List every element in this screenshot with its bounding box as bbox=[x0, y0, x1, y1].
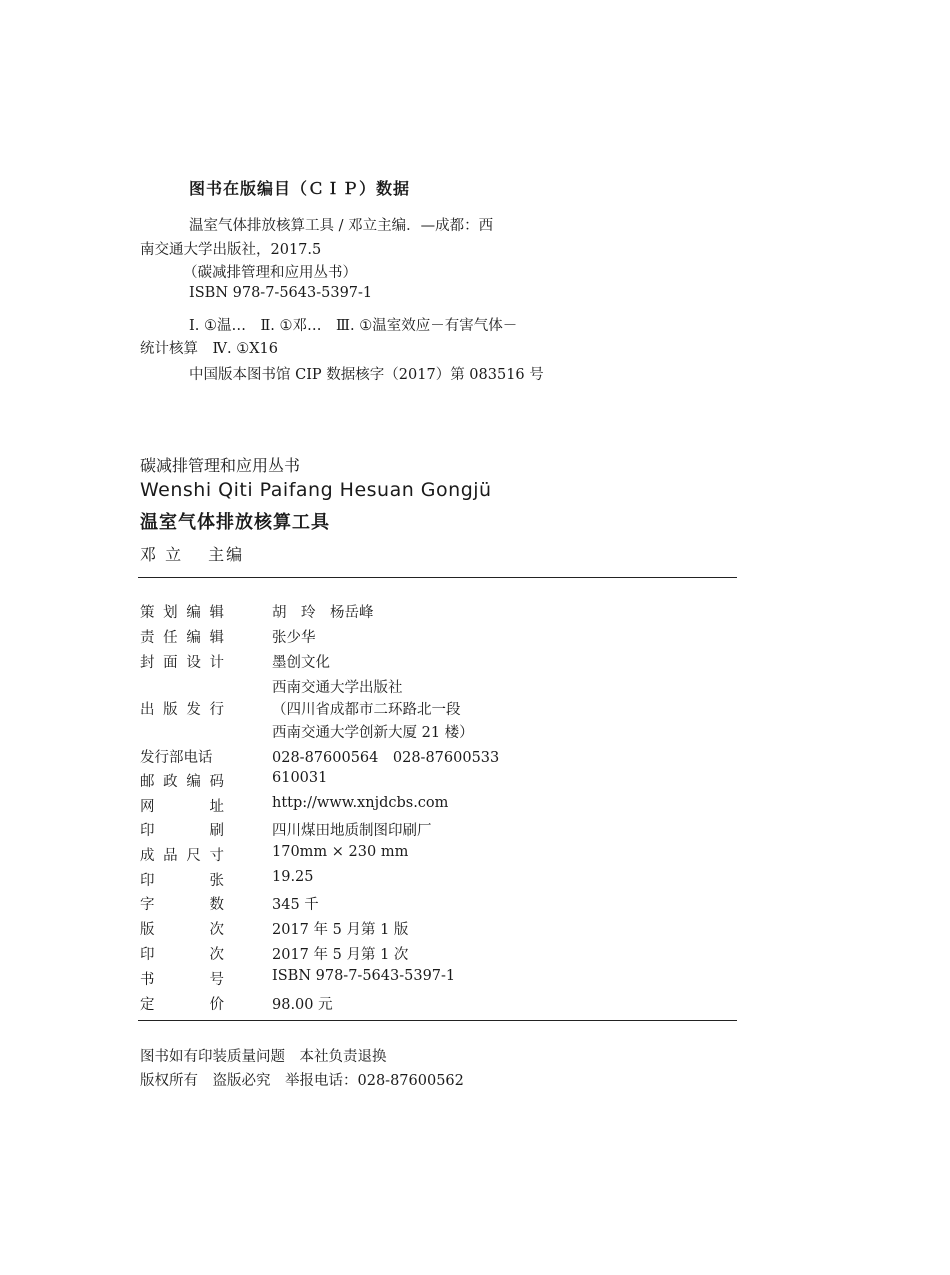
info-label: 网 址 bbox=[140, 799, 224, 815]
info-value: 张少华 bbox=[272, 630, 316, 646]
info-label: 策 划 编 辑 bbox=[140, 605, 224, 621]
cip-line: （碳减排管理和应用丛书） bbox=[183, 265, 357, 281]
info-label: 印 次 bbox=[140, 947, 224, 963]
info-label: 书 号 bbox=[140, 972, 224, 988]
info-label: 封 面 设 计 bbox=[140, 655, 224, 671]
info-label: 字 数 bbox=[140, 897, 224, 913]
cip-line: 中国版本图书馆 CIP 数据核字（2017）第 083516 号 bbox=[189, 367, 544, 383]
info-value: 四川煤田地质制图印刷厂 bbox=[272, 823, 432, 839]
info-value: 345 千 bbox=[272, 897, 319, 913]
info-label: 成 品 尺 寸 bbox=[140, 848, 224, 864]
info-label: 发 行 部 电 话 bbox=[140, 750, 213, 766]
info-label: 印 刷 bbox=[140, 823, 224, 839]
info-label: 印 张 bbox=[140, 873, 224, 889]
info-label: 邮 政 编 码 bbox=[140, 774, 224, 790]
footer-line: 图书如有印装质量问题 本社负责退换 bbox=[140, 1049, 387, 1065]
pinyin-title: Wenshi Qiti Paifang Hesuan Gongjü bbox=[140, 479, 492, 501]
info-value: 西南交通大学出版社 bbox=[272, 680, 403, 696]
cip-line: ISBN 978-7-5643-5397-1 bbox=[189, 285, 373, 301]
cip-heading: 图书在版编目（ＣＩＰ）数据 bbox=[189, 179, 411, 198]
info-value: 19.25 bbox=[272, 869, 314, 885]
info-value: 墨创文化 bbox=[272, 655, 330, 671]
info-value: 2017 年 5 月第 1 次 bbox=[272, 947, 409, 963]
info-value: ISBN 978-7-5643-5397-1 bbox=[272, 968, 456, 984]
info-value: 胡 玲 杨岳峰 bbox=[272, 605, 374, 621]
editor-line: 邓 立 主编 bbox=[140, 545, 245, 564]
cip-line: 统计核算 Ⅳ. ①X16 bbox=[140, 341, 278, 357]
info-value: 98.00 元 bbox=[272, 997, 333, 1013]
info-value: 2017 年 5 月第 1 版 bbox=[272, 922, 409, 938]
bottom-rule bbox=[138, 1020, 737, 1021]
info-value: 610031 bbox=[272, 770, 328, 786]
info-value: （四川省成都市二环路北一段 bbox=[272, 702, 461, 718]
cip-line: 温室气体排放核算工具 / 邓立主编．—成都：西 bbox=[189, 218, 494, 234]
info-label: 定 价 bbox=[140, 997, 224, 1013]
cip-line: Ⅰ. ①温… Ⅱ. ①邓… Ⅲ. ①温室效应－有害气体－ bbox=[189, 318, 518, 334]
cip-line: 南交通大学出版社，2017.5 bbox=[140, 242, 322, 258]
info-value: http://www.xnjdcbs.com bbox=[272, 795, 449, 811]
info-label: 责 任 编 辑 bbox=[140, 630, 224, 646]
top-rule bbox=[138, 577, 737, 578]
info-value: 170mm × 230 mm bbox=[272, 844, 409, 860]
info-value: 028-87600564 028-87600533 bbox=[272, 750, 500, 766]
info-label: 出 版 发 行 bbox=[140, 702, 224, 718]
series-name: 碳减排管理和应用丛书 bbox=[140, 456, 301, 475]
info-label: 版 次 bbox=[140, 922, 224, 938]
info-value: 西南交通大学创新大厦 21 楼） bbox=[272, 725, 474, 741]
book-title: 温室气体排放核算工具 bbox=[140, 512, 330, 533]
footer-line: 版权所有 盗版必究 举报电话：028-87600562 bbox=[140, 1073, 464, 1089]
